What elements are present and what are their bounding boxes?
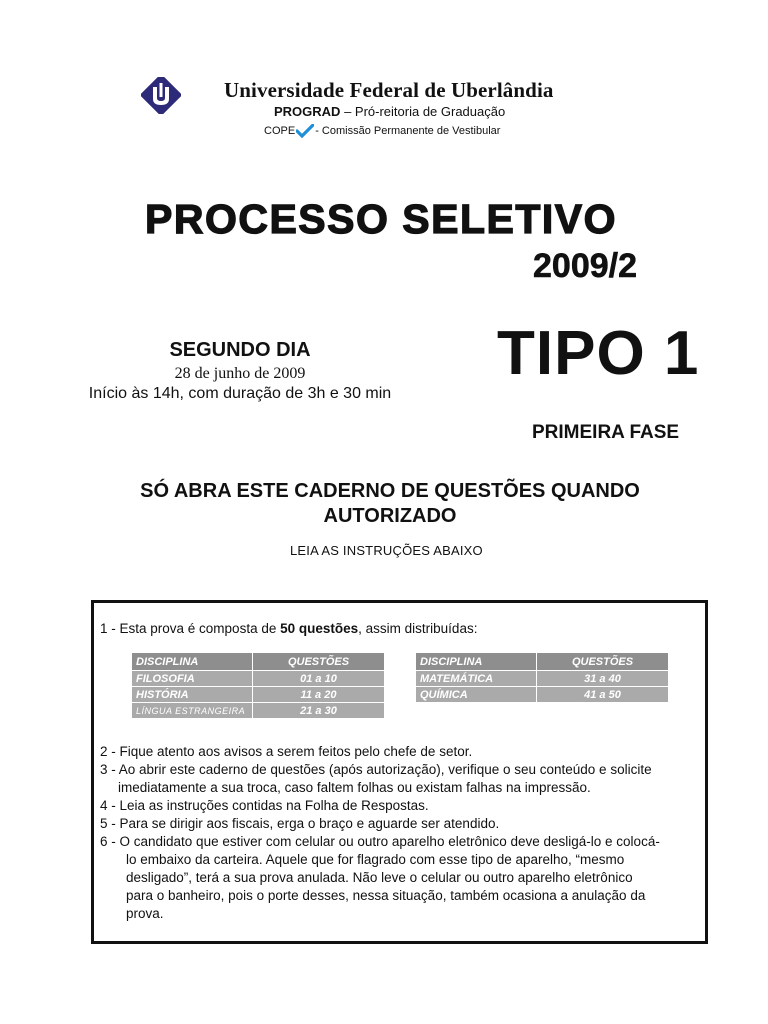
exam-type: TIPO 1 <box>497 319 700 388</box>
instruction-5: 5 - Para se dirigir aos fiscais, erga o braço e aguarde ser atendido. <box>100 816 500 831</box>
table-cell: 21 a 30 <box>253 703 385 719</box>
open-warning: SÓ ABRA ESTE CADERNO DE QUESTÕES QUANDO AUTORIZADO <box>140 480 640 527</box>
exam-start-time: Início às 14h, com duração de 3h e 30 min <box>88 385 392 402</box>
instruction-1-pre: 1 - Esta prova é composta de <box>100 621 281 636</box>
instruction-4: 4 - Leia as instruções contidas na Folha de Respostas. <box>100 798 429 813</box>
exam-title: PROCESSO SELETIVO <box>145 196 618 242</box>
table-header-cell: DISCIPLINA <box>416 653 537 671</box>
instruction-6-line-4: para o banheiro, pois o porte desses, nessa situação, também ocasiona a anulação da <box>126 888 646 903</box>
table-header-cell: QUESTÕES <box>537 653 669 671</box>
instruction-6-line-1: 6 - O candidato que estiver com celular ou outro aparelho eletrônico deve desligá-lo e colocá- <box>100 834 660 849</box>
instruction-3-line-2: imediatamente a sua troca, caso faltem folhas ou existam falhas na impressão. <box>118 780 591 795</box>
instruction-6-line-5: prova. <box>126 906 164 921</box>
table-row <box>132 687 384 703</box>
table-cell: MATEMÁTICA <box>416 671 537 687</box>
instruction-3-line-1: 3 - Ao abrir este caderno de questões (após autorização), verifique o seu conteúdo e solicite <box>100 762 652 777</box>
table-cell: 11 a 20 <box>253 687 385 703</box>
cope-line <box>264 124 500 138</box>
exam-year: 2009/2 <box>533 247 637 285</box>
read-instructions-note: LEIA AS INSTRUÇÕES ABAIXO <box>290 543 483 558</box>
table-header-row <box>132 653 384 671</box>
instruction-1-post: , assim distribuídas: <box>358 621 478 636</box>
table-header-row <box>416 653 668 671</box>
cope-description: - Comissão Permanente de Vestibular <box>315 125 501 137</box>
instruction-1 <box>100 621 477 636</box>
day-label: SEGUNDO DIA <box>169 339 311 361</box>
table-cell: LÍNGUA ESTRANGEIRA <box>132 703 253 719</box>
exam-phase: PRIMEIRA FASE <box>532 422 680 443</box>
table-cell: FILOSOFIA <box>132 671 253 687</box>
prograd-label: PROGRAD <box>274 104 341 119</box>
table-cell: HISTÓRIA <box>132 687 253 703</box>
cope-label: COPE <box>264 125 296 137</box>
university-name: Universidade Federal de Uberlândia <box>224 78 554 102</box>
table-row <box>132 703 384 719</box>
table-cell: 41 a 50 <box>537 687 669 703</box>
table-cell: QUÍMICA <box>416 687 537 703</box>
prograd-line <box>274 104 505 119</box>
table-cell: 31 a 40 <box>537 671 669 687</box>
table-header-cell: DISCIPLINA <box>132 653 253 671</box>
table-row <box>416 671 668 687</box>
instruction-2: 2 - Fique atento aos avisos a serem feitos pelo chefe de setor. <box>100 744 473 759</box>
distribution-table-right <box>416 653 668 702</box>
instructions-box <box>91 600 708 944</box>
exam-date: 28 de junho de 2009 <box>174 365 306 382</box>
table-header-cell: QUESTÕES <box>253 653 385 671</box>
distribution-table-left <box>132 653 384 718</box>
university-logo <box>141 77 181 114</box>
checkmark-icon <box>296 124 314 138</box>
prograd-description: – Pró-reitoria de Graduação <box>340 104 506 119</box>
instruction-6-line-2: lo embaixo da carteira. Aquele que for flagrado com esse tipo de aparelho, “mesmo <box>126 852 625 867</box>
table-row <box>132 671 384 687</box>
table-row <box>416 687 668 703</box>
instruction-6-line-3: desligado”, terá a sua prova anulada. Não leve o celular ou outro aparelho eletrônico <box>126 870 633 885</box>
instruction-1-count: 50 questões <box>280 621 359 636</box>
table-cell: 01 a 10 <box>253 671 385 687</box>
